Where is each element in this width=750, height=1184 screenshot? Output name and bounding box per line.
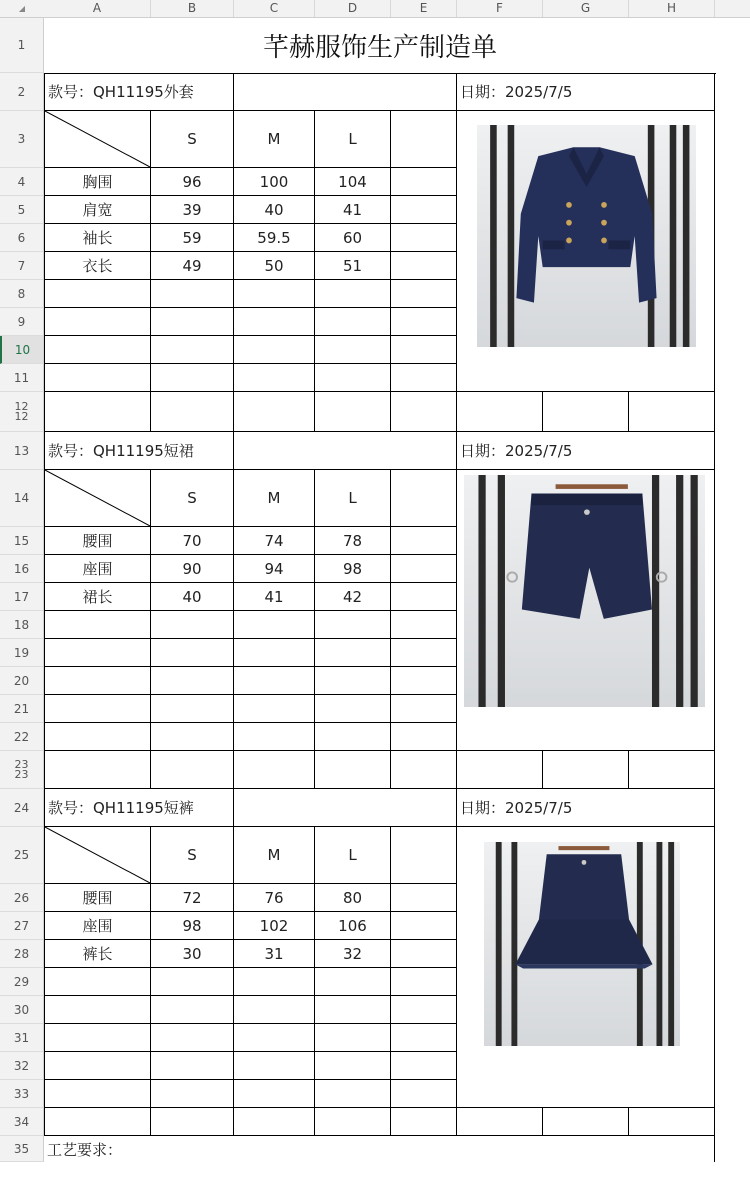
empty-cell[interactable] — [391, 168, 457, 196]
column-header-b[interactable]: B — [151, 0, 234, 17]
size-header-M[interactable]: M — [234, 111, 315, 168]
empty-cell[interactable] — [315, 364, 391, 392]
empty-cell[interactable] — [44, 639, 151, 667]
empty-cell[interactable] — [44, 667, 151, 695]
empty-cell[interactable] — [234, 723, 315, 751]
column-header-f[interactable]: F — [457, 0, 543, 17]
empty-cell[interactable] — [315, 639, 391, 667]
size-header-M[interactable]: M — [234, 470, 315, 527]
row-header-14[interactable]: 14 — [0, 470, 43, 527]
measure-value[interactable]: 41 — [315, 196, 391, 224]
diagonal-header-cell[interactable] — [44, 470, 151, 527]
diagonal-line — [45, 827, 150, 883]
empty-cell[interactable] — [457, 751, 543, 789]
diagonal-line — [45, 111, 150, 167]
measure-name[interactable]: 肩宽 — [44, 196, 151, 224]
empty-cell[interactable] — [629, 1108, 715, 1136]
empty-cell[interactable] — [234, 73, 457, 111]
empty-cell[interactable] — [151, 996, 234, 1024]
measure-name[interactable]: 座围 — [44, 912, 151, 940]
empty-cell[interactable] — [234, 1024, 315, 1052]
empty-cell[interactable] — [44, 364, 151, 392]
row-header-35[interactable]: 35 — [0, 1136, 43, 1162]
measure-value[interactable]: 106 — [315, 912, 391, 940]
size-header-S[interactable]: S — [151, 470, 234, 527]
measure-value[interactable]: 76 — [234, 884, 315, 912]
row-header-33[interactable]: 33 — [0, 1080, 43, 1108]
empty-cell[interactable] — [391, 940, 457, 968]
empty-cell[interactable] — [391, 111, 457, 168]
row-header-bar — [0, 18, 44, 1162]
empty-cell[interactable] — [315, 968, 391, 996]
empty-cell[interactable] — [234, 392, 315, 432]
row-header-23[interactable] — [0, 751, 43, 789]
empty-cell[interactable] — [234, 996, 315, 1024]
empty-cell[interactable] — [391, 583, 457, 611]
empty-cell[interactable] — [315, 1108, 391, 1136]
measure-value[interactable]: 90 — [151, 555, 234, 583]
measure-value[interactable]: 30 — [151, 940, 234, 968]
jacket-photo — [477, 125, 696, 347]
empty-cell[interactable] — [391, 912, 457, 940]
empty-cell[interactable] — [44, 1108, 151, 1136]
empty-cell[interactable] — [234, 336, 315, 364]
empty-cell[interactable] — [315, 723, 391, 751]
empty-cell[interactable] — [457, 392, 543, 432]
measure-name[interactable]: 腰围 — [44, 884, 151, 912]
measure-value[interactable]: 49 — [151, 252, 234, 280]
column-header-a[interactable]: A — [44, 0, 151, 17]
row-header-16[interactable]: 16 — [0, 555, 43, 583]
row-header-26[interactable]: 26 — [0, 884, 43, 912]
row-header-9[interactable]: 9 — [0, 308, 43, 336]
row-header-13[interactable]: 13 — [0, 432, 43, 470]
empty-cell[interactable] — [44, 611, 151, 639]
measure-name[interactable]: 裤长 — [44, 940, 151, 968]
empty-cell[interactable] — [151, 751, 234, 789]
empty-cell[interactable] — [151, 392, 234, 432]
row-header-5[interactable]: 5 — [0, 196, 43, 224]
empty-cell[interactable] — [391, 555, 457, 583]
empty-cell[interactable] — [234, 1080, 315, 1108]
empty-cell[interactable] — [391, 1108, 457, 1136]
empty-cell[interactable] — [234, 308, 315, 336]
empty-cell[interactable] — [151, 639, 234, 667]
diagonal-header-cell[interactable] — [44, 827, 151, 884]
empty-cell[interactable] — [44, 695, 151, 723]
empty-cell[interactable] — [315, 1080, 391, 1108]
empty-cell[interactable] — [391, 884, 457, 912]
empty-cell[interactable] — [629, 392, 715, 432]
empty-cell[interactable] — [315, 611, 391, 639]
empty-cell[interactable] — [391, 1052, 457, 1080]
column-header-d[interactable]: D — [315, 0, 391, 17]
shorts-photo — [464, 475, 705, 707]
style-number-label[interactable]: 款号：QH11195外套 — [44, 73, 234, 111]
row-number: 23 — [14, 757, 29, 771]
empty-cell[interactable] — [151, 1024, 234, 1052]
row-header-11[interactable]: 11 — [0, 364, 43, 392]
empty-cell[interactable] — [44, 723, 151, 751]
style-number-label[interactable]: 款号：QH11195短裤 — [44, 789, 234, 827]
empty-cell[interactable] — [234, 432, 457, 470]
row-header-32[interactable]: 32 — [0, 1052, 43, 1080]
empty-cell[interactable] — [391, 470, 457, 527]
empty-cell[interactable] — [151, 1080, 234, 1108]
empty-cell[interactable] — [234, 789, 457, 827]
row-header-29[interactable]: 29 — [0, 968, 43, 996]
measure-value[interactable]: 59 — [151, 224, 234, 252]
empty-cell[interactable] — [44, 1024, 151, 1052]
empty-cell[interactable] — [234, 751, 315, 789]
measure-value[interactable]: 74 — [234, 527, 315, 555]
empty-cell[interactable] — [391, 252, 457, 280]
sheet-title[interactable]: 芊赫服饰生产制造单 — [44, 18, 716, 74]
date-label[interactable]: 日期：2025/7/5 — [457, 73, 715, 111]
diagonal-header-cell[interactable] — [44, 111, 151, 168]
row-header-6[interactable]: 6 — [0, 224, 43, 252]
row-header-18[interactable]: 18 — [0, 611, 43, 639]
empty-cell[interactable] — [391, 336, 457, 364]
size-header-S[interactable]: S — [151, 827, 234, 884]
row-header-20[interactable]: 20 — [0, 667, 43, 695]
row-header-27[interactable]: 27 — [0, 912, 43, 940]
empty-cell[interactable] — [234, 1052, 315, 1080]
empty-cell[interactable] — [315, 392, 391, 432]
empty-cell[interactable] — [151, 968, 234, 996]
size-header-L[interactable]: L — [315, 111, 391, 168]
empty-cell[interactable] — [44, 996, 151, 1024]
measure-value[interactable]: 60 — [315, 224, 391, 252]
empty-cell[interactable] — [315, 751, 391, 789]
empty-cell[interactable] — [315, 667, 391, 695]
measure-value[interactable]: 102 — [234, 912, 315, 940]
empty-cell[interactable] — [391, 827, 457, 884]
row-header-34[interactable]: 34 — [0, 1108, 43, 1136]
row-header-4[interactable]: 4 — [0, 168, 43, 196]
empty-cell[interactable] — [543, 751, 629, 789]
empty-cell[interactable] — [391, 695, 457, 723]
empty-cell[interactable] — [391, 224, 457, 252]
measure-name[interactable]: 胸围 — [44, 168, 151, 196]
empty-cell[interactable] — [151, 1052, 234, 1080]
row-header-31[interactable]: 31 — [0, 1024, 43, 1052]
measure-value[interactable]: 98 — [315, 555, 391, 583]
empty-cell[interactable] — [315, 280, 391, 308]
measure-value[interactable]: 50 — [234, 252, 315, 280]
measure-value[interactable]: 51 — [315, 252, 391, 280]
row-header-21[interactable]: 21 — [0, 695, 43, 723]
empty-cell[interactable] — [234, 968, 315, 996]
empty-cell[interactable] — [391, 1024, 457, 1052]
empty-cell[interactable] — [391, 280, 457, 308]
empty-cell[interactable] — [234, 364, 315, 392]
empty-cell[interactable] — [391, 996, 457, 1024]
row-header-15[interactable]: 15 — [0, 527, 43, 555]
empty-cell[interactable] — [44, 1052, 151, 1080]
size-header-L[interactable]: L — [315, 827, 391, 884]
empty-cell[interactable] — [44, 751, 151, 789]
empty-cell[interactable] — [629, 751, 715, 789]
empty-cell[interactable] — [391, 751, 457, 789]
measure-value[interactable]: 96 — [151, 168, 234, 196]
measure-name[interactable]: 座围 — [44, 555, 151, 583]
process-requirements-label[interactable]: 工艺要求： — [44, 1136, 715, 1162]
size-header-M[interactable]: M — [234, 827, 315, 884]
column-header-bar — [0, 0, 750, 18]
empty-cell[interactable] — [151, 308, 234, 336]
empty-cell[interactable] — [44, 336, 151, 364]
empty-cell[interactable] — [391, 639, 457, 667]
empty-cell[interactable] — [44, 392, 151, 432]
row-header-19[interactable]: 19 — [0, 639, 43, 667]
row-header-22[interactable]: 22 — [0, 723, 43, 751]
empty-cell[interactable] — [391, 1080, 457, 1108]
style-number-label[interactable]: 款号：QH11195短裙 — [44, 432, 234, 470]
row-header-30[interactable]: 30 — [0, 996, 43, 1024]
empty-cell[interactable] — [391, 364, 457, 392]
column-header-e[interactable]: E — [391, 0, 457, 17]
empty-cell[interactable] — [151, 667, 234, 695]
empty-cell[interactable] — [315, 996, 391, 1024]
empty-cell[interactable] — [234, 695, 315, 723]
select-all-corner[interactable]: ◢ — [18, 4, 26, 13]
measure-name[interactable]: 衣长 — [44, 252, 151, 280]
empty-cell[interactable] — [315, 1024, 391, 1052]
empty-cell[interactable] — [391, 667, 457, 695]
empty-cell[interactable] — [457, 1108, 543, 1136]
size-header-S[interactable]: S — [151, 111, 234, 168]
empty-cell[interactable] — [391, 723, 457, 751]
empty-cell[interactable] — [315, 1052, 391, 1080]
measure-value[interactable]: 72 — [151, 884, 234, 912]
empty-cell[interactable] — [44, 280, 151, 308]
row-header-3[interactable]: 3 — [0, 111, 43, 168]
row-header-1[interactable]: 1 — [0, 18, 43, 73]
measure-value[interactable]: 94 — [234, 555, 315, 583]
empty-cell[interactable] — [391, 527, 457, 555]
measure-value[interactable]: 98 — [151, 912, 234, 940]
measure-value[interactable]: 104 — [315, 168, 391, 196]
empty-cell[interactable] — [315, 336, 391, 364]
empty-cell[interactable] — [234, 611, 315, 639]
row-header-28[interactable]: 28 — [0, 940, 43, 968]
date-label[interactable]: 日期：2025/7/5 — [457, 432, 715, 470]
empty-cell[interactable] — [315, 695, 391, 723]
empty-cell[interactable] — [151, 695, 234, 723]
empty-cell[interactable] — [151, 1108, 234, 1136]
row-header-2[interactable]: 2 — [0, 73, 43, 111]
row-header-12[interactable] — [0, 392, 43, 432]
measure-value[interactable]: 80 — [315, 884, 391, 912]
empty-cell[interactable] — [543, 1108, 629, 1136]
column-header-g[interactable]: G — [543, 0, 629, 17]
measure-value[interactable]: 39 — [151, 196, 234, 224]
measure-name[interactable]: 腰围 — [44, 527, 151, 555]
empty-cell[interactable] — [391, 392, 457, 432]
empty-cell[interactable] — [391, 308, 457, 336]
skirt-photo — [484, 842, 680, 1046]
column-header-c[interactable]: C — [234, 0, 315, 17]
empty-cell[interactable] — [44, 308, 151, 336]
empty-cell[interactable] — [234, 667, 315, 695]
measure-value[interactable]: 100 — [234, 168, 315, 196]
empty-cell[interactable] — [391, 968, 457, 996]
empty-cell[interactable] — [543, 392, 629, 432]
row-header-7[interactable]: 7 — [0, 252, 43, 280]
empty-cell[interactable] — [44, 968, 151, 996]
empty-cell[interactable] — [151, 611, 234, 639]
empty-cell[interactable] — [315, 308, 391, 336]
row-header-25[interactable]: 25 — [0, 827, 43, 884]
row-number-sub: 23 — [14, 767, 29, 781]
empty-cell[interactable] — [234, 280, 315, 308]
empty-cell[interactable] — [234, 1108, 315, 1136]
empty-cell[interactable] — [391, 196, 457, 224]
measure-name[interactable]: 袖长 — [44, 224, 151, 252]
empty-cell[interactable] — [391, 611, 457, 639]
measure-value[interactable]: 31 — [234, 940, 315, 968]
measure-value[interactable]: 42 — [315, 583, 391, 611]
measure-value[interactable]: 78 — [315, 527, 391, 555]
row-header-8[interactable]: 8 — [0, 280, 43, 308]
empty-cell[interactable] — [151, 336, 234, 364]
empty-cell[interactable] — [44, 1080, 151, 1108]
row-number-sub: 12 — [14, 409, 29, 423]
row-header-17[interactable]: 17 — [0, 583, 43, 611]
measure-name[interactable]: 裙长 — [44, 583, 151, 611]
empty-cell[interactable] — [234, 639, 315, 667]
measure-value[interactable]: 40 — [234, 196, 315, 224]
row-header-10[interactable]: 10 — [0, 336, 43, 364]
row-number: 12 — [14, 399, 29, 413]
measure-value[interactable]: 40 — [151, 583, 234, 611]
measure-value[interactable]: 70 — [151, 527, 234, 555]
measure-value[interactable]: 32 — [315, 940, 391, 968]
empty-cell[interactable] — [151, 280, 234, 308]
measure-value[interactable]: 59.5 — [234, 224, 315, 252]
column-header-h[interactable]: H — [629, 0, 715, 17]
empty-cell[interactable] — [151, 723, 234, 751]
measure-value[interactable]: 41 — [234, 583, 315, 611]
row-header-24[interactable]: 24 — [0, 789, 43, 827]
diagonal-line — [45, 470, 150, 526]
date-label[interactable]: 日期：2025/7/5 — [457, 789, 715, 827]
size-header-L[interactable]: L — [315, 470, 391, 527]
empty-cell[interactable] — [151, 364, 234, 392]
